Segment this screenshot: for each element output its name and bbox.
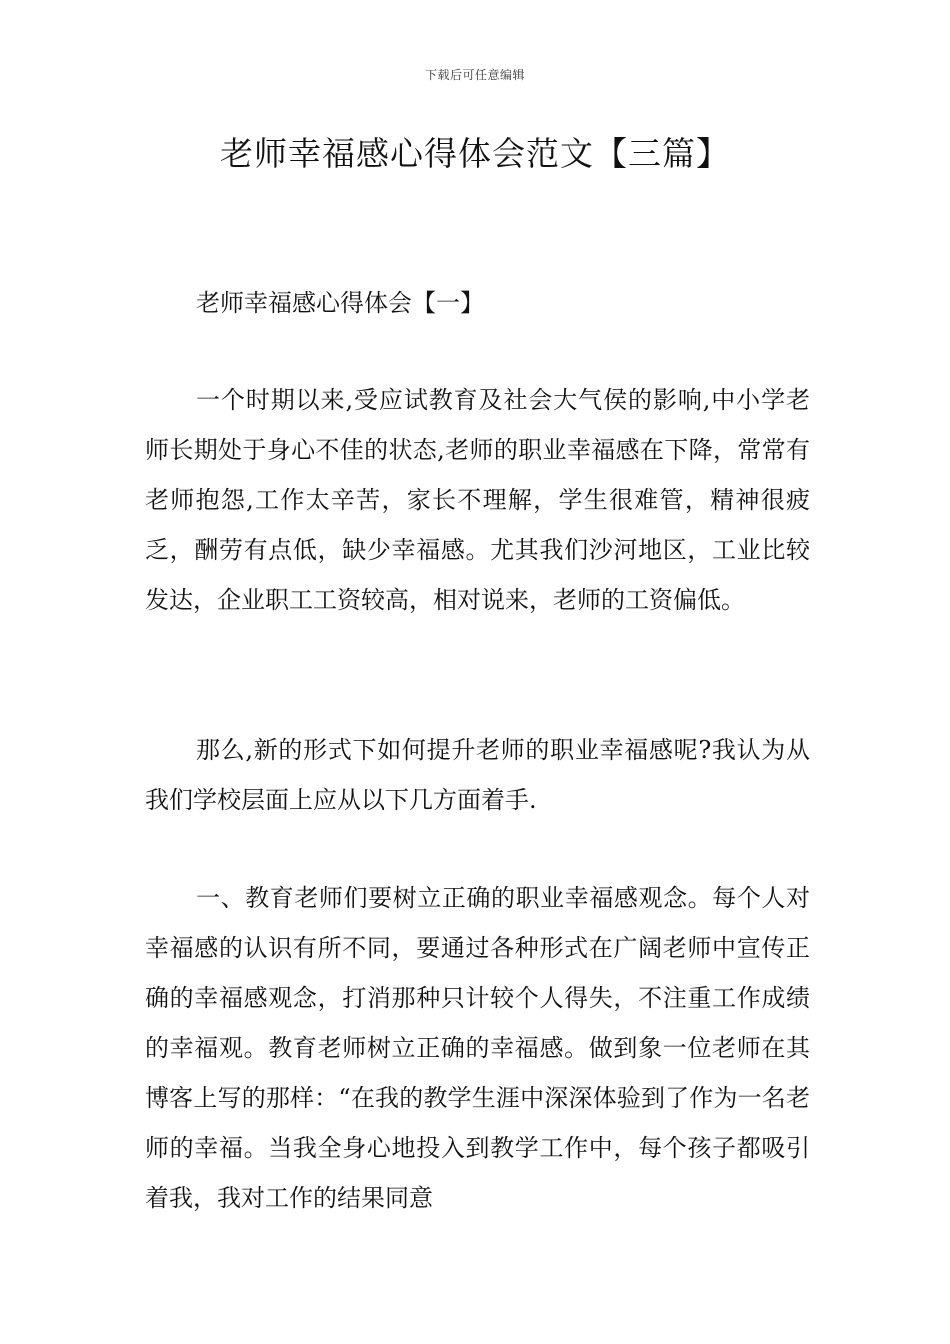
document-title: 老师幸福感心得体会范文【三篇】 bbox=[220, 134, 730, 173]
paragraph-3: 一、教育老师们要树立正确的职业幸福感观念。每个人对幸福感的认识有所不同，要通过各种形式在广阔老师中宣传正确的幸福感观念，打消那种只计较个人得失，不注重工作成绩的幸福观。教育老师树立正确的幸福感。做到象一位老师在其博客上写的那样：“在我的教学生涯中深深体验到了作为一名老师的幸福。当我全身心地投入到教学工作中，每个孩子都吸引着我，我对工作的结果同意 bbox=[145, 884, 810, 1212]
paragraph-1: 一个时期以来,受应试教育及社会大气侯的影响,中小学老师长期处于身心不佳的状态,老师的职业幸福感在下降，常常有老师抱怨,工作太辛苦，家长不理解，学生很难管，精神很疲乏，酬劳有点低，缺少幸福感。尤其我们沙河地区，工业比较发达，企业职工工资较高，相对说来，老师的工资偏低。 bbox=[145, 386, 810, 614]
section-heading: 老师幸福感心得体会【一】 bbox=[196, 289, 484, 317]
header-note: 下载后可任意编辑 bbox=[424, 68, 525, 82]
paragraph-2: 那么,新的形式下如何提升老师的职业幸福感呢?我认为从我们学校层面上应从以下几方面着手. bbox=[145, 736, 810, 814]
